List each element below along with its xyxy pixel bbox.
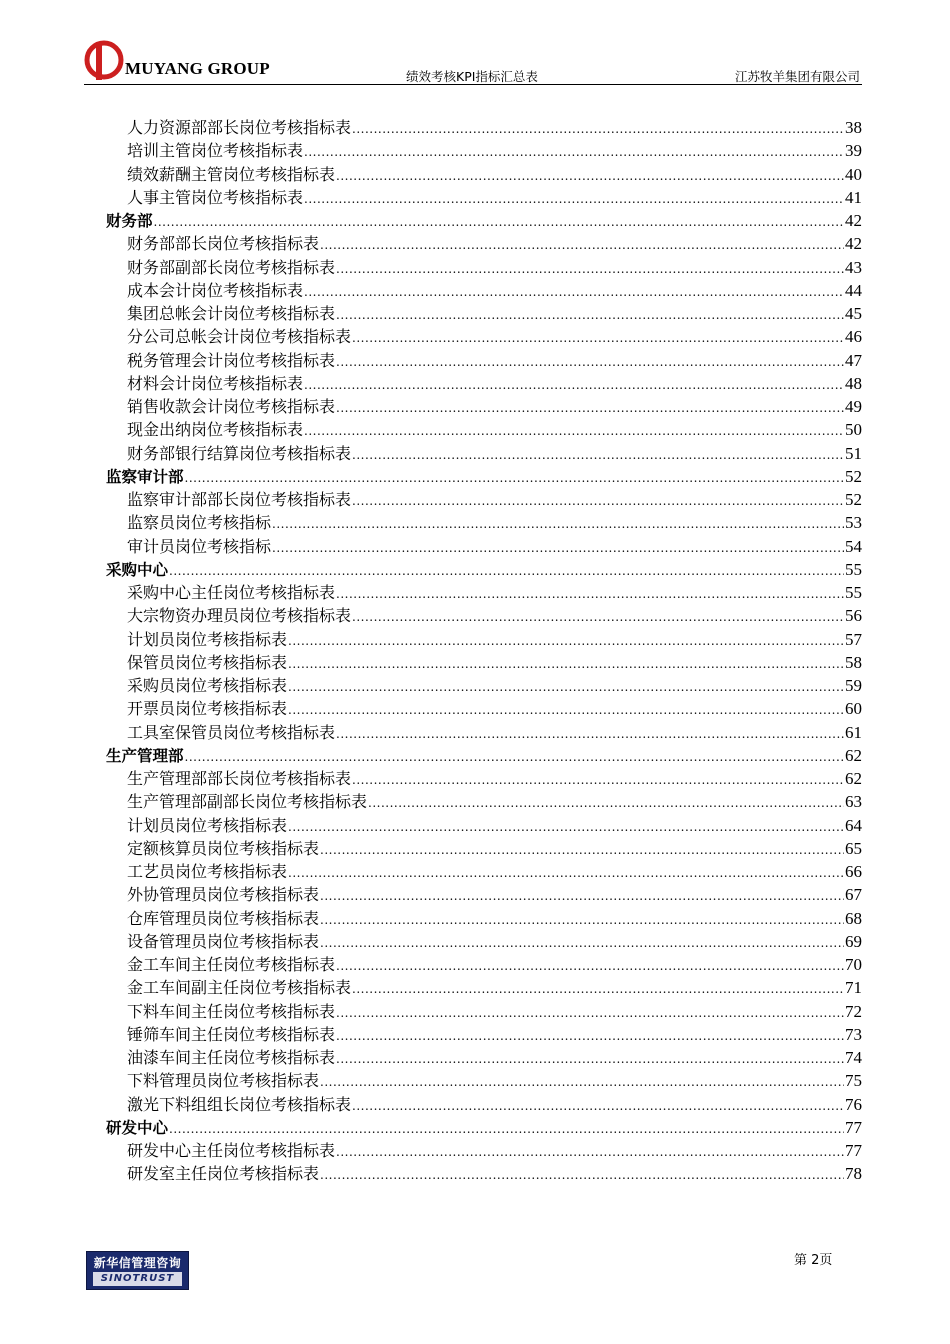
- toc-entry-label: 研发中心: [106, 1118, 169, 1137]
- toc-page-number: 70: [845, 955, 862, 974]
- toc-dot-leader: [336, 723, 844, 746]
- toc-dot-leader: [336, 1048, 844, 1071]
- toc-dot-leader: [320, 1071, 844, 1094]
- toc-dot-leader: [320, 234, 844, 257]
- toc-entry-label: 生产管理部副部长岗位考核指标表: [127, 792, 368, 812]
- toc-entry-label: 仓库管理员岗位考核指标表: [127, 908, 320, 928]
- toc-page-number: 77: [845, 1117, 862, 1137]
- page-number: 第 2页: [794, 1253, 833, 1268]
- toc-dot-leader: [352, 978, 844, 1001]
- toc-page-number: 73: [845, 1024, 862, 1044]
- toc-page-number: 77: [845, 1141, 862, 1160]
- toc-dot-leader: [288, 653, 844, 676]
- toc-page-number: 63: [845, 792, 862, 812]
- toc-entry-label: 计划员岗位考核指标表: [127, 629, 288, 649]
- toc-entry[interactable]: [106, 883, 862, 906]
- toc-page-number: 46: [845, 327, 862, 347]
- toc-entry-label: 油漆车间主任岗位考核指标表: [127, 1048, 336, 1067]
- toc-entry-label: 金工车间主任岗位考核指标表: [127, 955, 336, 974]
- toc-section-entry[interactable]: [106, 1116, 862, 1139]
- toc-page-number: 59: [845, 676, 862, 695]
- toc-page-number: 74: [845, 1048, 862, 1067]
- toc-entry[interactable]: [106, 372, 862, 395]
- toc-dot-leader: [336, 1025, 844, 1048]
- toc-dot-leader: [185, 746, 844, 769]
- toc-entry[interactable]: [106, 860, 862, 883]
- toc-entry[interactable]: [106, 442, 862, 465]
- toc-dot-leader: [336, 955, 844, 978]
- toc-entry[interactable]: [106, 1162, 862, 1185]
- toc-entry-label: 审计员岗位考核指标: [127, 536, 272, 556]
- toc-entry-label: 生产管理部: [106, 746, 184, 765]
- toc-page-number: 49: [845, 397, 862, 416]
- toc-page-number: 69: [845, 931, 862, 951]
- toc-dot-leader: [304, 141, 844, 164]
- toc-entry-label: 工艺员岗位考核指标表: [127, 862, 288, 881]
- toc-dot-leader: [352, 1095, 844, 1118]
- toc-page-number: 62: [845, 769, 862, 788]
- toc-dot-leader: [304, 374, 844, 397]
- toc-entry[interactable]: [106, 1000, 862, 1023]
- toc-dot-leader: [272, 537, 844, 560]
- toc-page-number: 65: [845, 838, 862, 858]
- toc-page-number: 64: [845, 815, 862, 835]
- brand-name: MUYANG GROUP: [125, 59, 270, 78]
- toc-entry-label: 研发室主任岗位考核指标表: [127, 1164, 320, 1184]
- toc-entry[interactable]: [106, 488, 862, 511]
- toc-dot-leader: [336, 351, 844, 374]
- toc-page-number: 55: [845, 559, 862, 579]
- toc-page-number: 55: [845, 583, 862, 602]
- toc-section-entry[interactable]: [106, 465, 862, 488]
- toc-page-number: 52: [845, 490, 862, 509]
- toc-dot-leader: [320, 1164, 844, 1187]
- toc-entry-label: 现金出纳岗位考核指标表: [127, 420, 304, 440]
- toc-page-number: 67: [845, 885, 862, 905]
- toc-page-number: 53: [845, 513, 862, 533]
- toc-entry-label: 大宗物资办理员岗位考核指标表: [127, 606, 352, 626]
- toc-entry[interactable]: [106, 186, 862, 209]
- toc-dot-leader: [288, 676, 844, 699]
- toc-entry-label: 计划员岗位考核指标表: [127, 815, 288, 835]
- toc-entry-label: 开票员岗位考核指标表: [127, 699, 288, 719]
- toc-entry-label: 采购中心: [106, 560, 169, 579]
- toc-entry[interactable]: [106, 767, 862, 790]
- toc-entry-label: 集团总帐会计岗位考核指标表: [127, 304, 336, 323]
- toc-dot-leader: [352, 327, 844, 350]
- toc-dot-leader: [336, 397, 844, 420]
- toc-entry[interactable]: [106, 232, 862, 255]
- toc-dot-leader: [336, 258, 844, 281]
- toc-entry[interactable]: [106, 349, 862, 372]
- toc-entry-label: 财务部: [106, 212, 153, 230]
- toc-entry-label: 人事主管岗位考核指标表: [127, 187, 304, 207]
- toc-dot-leader: [336, 304, 844, 327]
- toc-dot-leader: [154, 211, 844, 234]
- toc-entry[interactable]: [106, 1046, 862, 1069]
- toc-entry-label: 监察审计部部长岗位考核指标表: [127, 490, 352, 509]
- toc-entry[interactable]: [106, 721, 862, 744]
- toc-page-number: 61: [845, 722, 862, 742]
- toc-entry[interactable]: [106, 395, 862, 418]
- toc-dot-leader: [304, 420, 844, 443]
- toc-dot-leader: [288, 699, 844, 722]
- toc-dot-leader: [288, 816, 844, 839]
- toc-page-number: 44: [845, 280, 862, 300]
- company-name: 江苏牧羊集团有限公司: [734, 69, 860, 84]
- toc-dot-leader: [336, 165, 844, 188]
- toc-page-number: 52: [845, 466, 862, 486]
- toc-dot-leader: [169, 1118, 844, 1141]
- toc-page-number: 57: [845, 629, 862, 649]
- toc-entry-label: 税务管理会计岗位考核指标表: [127, 350, 336, 370]
- toc-entry[interactable]: [106, 511, 862, 534]
- toc-entry[interactable]: [106, 814, 862, 837]
- toc-page-number: 39: [845, 141, 862, 161]
- toc-dot-leader: [304, 281, 844, 304]
- toc-entry[interactable]: [106, 604, 862, 627]
- toc-entry[interactable]: [106, 581, 862, 604]
- toc-dot-leader: [336, 1141, 844, 1164]
- sinotrust-logo: [86, 1251, 189, 1290]
- toc-dot-leader: [320, 885, 844, 908]
- toc-dot-leader: [288, 630, 844, 653]
- table-of-contents: [106, 116, 862, 1186]
- toc-dot-leader: [185, 467, 844, 490]
- toc-dot-leader: [169, 560, 844, 583]
- toc-dot-leader: [336, 1002, 844, 1025]
- toc-page-number: 51: [845, 443, 862, 463]
- toc-entry-label: 监察员岗位考核指标: [127, 513, 272, 533]
- toc-dot-leader: [352, 444, 844, 467]
- toc-entry-label: 采购中心主任岗位考核指标表: [127, 583, 336, 602]
- toc-dot-leader: [336, 583, 844, 606]
- toc-page-number: 42: [845, 211, 862, 230]
- toc-entry-label: 财务部副部长岗位考核指标表: [127, 257, 336, 277]
- toc-entry[interactable]: [106, 418, 862, 441]
- toc-entry[interactable]: [106, 535, 862, 558]
- toc-dot-leader: [352, 118, 844, 141]
- toc-entry-label: 下料管理员岗位考核指标表: [127, 1071, 320, 1091]
- toc-entry[interactable]: [106, 325, 862, 348]
- toc-page-number: 40: [845, 164, 862, 184]
- toc-entry[interactable]: [106, 1023, 862, 1046]
- muyang-logo-icon: [84, 40, 124, 80]
- toc-page-number: 72: [845, 1001, 862, 1021]
- toc-section-entry[interactable]: [106, 558, 862, 581]
- toc-entry[interactable]: [106, 279, 862, 302]
- toc-entry-label: 培训主管岗位考核指标表: [127, 141, 304, 161]
- toc-entry-label: 生产管理部部长岗位考核指标表: [127, 769, 352, 788]
- toc-page-number: 54: [845, 536, 862, 556]
- toc-dot-leader: [352, 606, 844, 629]
- toc-entry[interactable]: [106, 953, 862, 976]
- toc-entry[interactable]: [106, 837, 862, 860]
- toc-page-number: 47: [845, 350, 862, 370]
- sinotrust-logo-cn: 新华信管理咨询: [93, 1256, 182, 1270]
- toc-page-number: 38: [845, 118, 862, 137]
- toc-entry[interactable]: [106, 790, 862, 813]
- toc-page-number: 50: [845, 420, 862, 440]
- toc-page-number: 42: [845, 234, 862, 254]
- toc-entry-label: 绩效薪酬主管岗位考核指标表: [127, 164, 336, 184]
- sinotrust-logo-en: SINOTRUST: [93, 1272, 182, 1286]
- toc-entry[interactable]: [106, 116, 862, 139]
- toc-page-number: 76: [845, 1094, 862, 1114]
- toc-entry[interactable]: [106, 1139, 862, 1162]
- toc-entry[interactable]: [106, 1069, 862, 1092]
- toc-page-number: 58: [845, 652, 862, 672]
- header-divider: [84, 84, 862, 85]
- toc-entry[interactable]: [106, 976, 862, 999]
- toc-entry-label: 工具室保管员岗位考核指标表: [127, 722, 336, 742]
- page-header: [84, 40, 862, 86]
- toc-entry[interactable]: [106, 930, 862, 953]
- toc-entry-label: 监察审计部: [106, 467, 184, 486]
- toc-dot-leader: [320, 909, 844, 932]
- toc-page-number: 48: [845, 373, 862, 393]
- toc-section-entry[interactable]: [106, 744, 862, 767]
- toc-entry-label: 成本会计岗位考核指标表: [127, 280, 304, 300]
- toc-dot-leader: [320, 839, 844, 862]
- toc-entry[interactable]: [106, 907, 862, 930]
- toc-entry-label: 下料车间主任岗位考核指标表: [127, 1001, 336, 1021]
- toc-entry-label: 锤筛车间主任岗位考核指标表: [127, 1024, 336, 1044]
- toc-section-entry[interactable]: [106, 209, 862, 232]
- toc-entry[interactable]: [106, 674, 862, 697]
- toc-entry-label: 定额核算员岗位考核指标表: [127, 838, 320, 858]
- toc-dot-leader: [304, 188, 844, 211]
- toc-page-number: 78: [845, 1164, 862, 1184]
- toc-page-number: 41: [845, 187, 862, 207]
- toc-page-number: 68: [845, 908, 862, 928]
- toc-entry-label: 设备管理员岗位考核指标表: [127, 931, 320, 951]
- toc-dot-leader: [320, 932, 844, 955]
- toc-entry-label: 销售收款会计岗位考核指标表: [127, 397, 336, 416]
- toc-entry-label: 保管员岗位考核指标表: [127, 652, 288, 672]
- toc-page-number: 56: [845, 606, 862, 626]
- toc-entry[interactable]: [106, 628, 862, 651]
- toc-entry[interactable]: [106, 1093, 862, 1116]
- document-title: 绩效考核KPI指标汇总表: [406, 69, 538, 84]
- toc-entry-label: 研发中心主任岗位考核指标表: [127, 1141, 336, 1160]
- toc-entry[interactable]: [106, 163, 862, 186]
- toc-entry-label: 材料会计岗位考核指标表: [127, 373, 304, 393]
- toc-page-number: 71: [845, 978, 862, 998]
- toc-entry[interactable]: [106, 697, 862, 720]
- toc-page-number: 43: [845, 257, 862, 277]
- toc-entry-label: 分公司总帐会计岗位考核指标表: [127, 327, 352, 347]
- toc-page-number: 75: [845, 1071, 862, 1091]
- toc-dot-leader: [352, 769, 844, 792]
- toc-dot-leader: [272, 513, 844, 536]
- toc-entry-label: 人力资源部部长岗位考核指标表: [127, 118, 352, 137]
- toc-dot-leader: [368, 792, 844, 815]
- toc-entry[interactable]: [106, 256, 862, 279]
- toc-entry[interactable]: [106, 651, 862, 674]
- toc-entry-label: 财务部部长岗位考核指标表: [127, 234, 320, 254]
- toc-dot-leader: [288, 862, 844, 885]
- toc-entry-label: 金工车间副主任岗位考核指标表: [127, 978, 352, 998]
- toc-page-number: 66: [845, 862, 862, 881]
- toc-entry-label: 外协管理员岗位考核指标表: [127, 885, 320, 905]
- toc-dot-leader: [352, 490, 844, 513]
- toc-page-number: 62: [845, 745, 862, 765]
- toc-entry-label: 财务部银行结算岗位考核指标表: [127, 443, 352, 463]
- toc-entry-label: 激光下料组组长岗位考核指标表: [127, 1094, 352, 1114]
- toc-page-number: 45: [845, 304, 862, 323]
- toc-entry[interactable]: [106, 139, 862, 162]
- toc-entry[interactable]: [106, 302, 862, 325]
- toc-page-number: 60: [845, 699, 862, 719]
- toc-entry-label: 采购员岗位考核指标表: [127, 676, 288, 695]
